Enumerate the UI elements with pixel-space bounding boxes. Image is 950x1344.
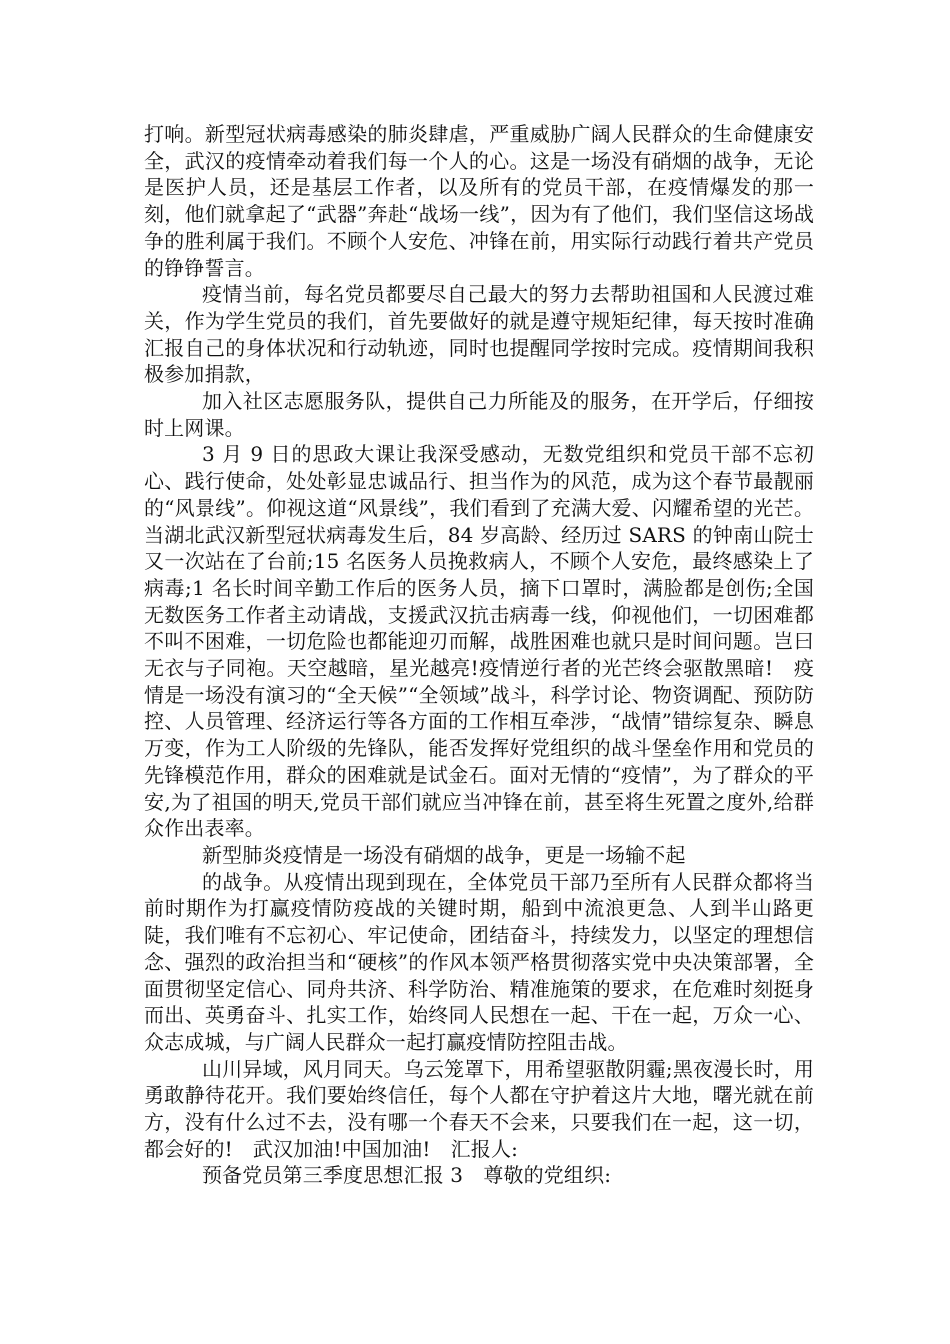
paragraph-5: 新型肺炎疫情是一场没有硝烟的战争，更是一场输不起 (202, 842, 686, 867)
paragraph-8: 预备党员第三季度思想汇报 3 尊敬的党组织: (202, 1163, 612, 1188)
paragraph-1: 打响。新型冠状病毒感染的肺炎肆虐，严重威胁广阔人民群众的生命健康安全，武汉的疫情牵动着我们每一个人的心。这是一场没有硝烟的战争，无论是医护人员，还是基层工作者，以及所有的党员干部，在疫情爆发的那一刻，他们就拿起了“武器”奔赴“战场一线”，因为有了他们，我们坚信这场战争的胜利属于我们。不顾个人安危、冲锋在前，用实际行动践行着共产党员的铮铮誓言。 (144, 122, 814, 280)
paragraph-4: 3 月 9 日的思政大课让我深受感动，无数党组织和党员干部不忘初心、践行使命，处处彰显忠诚品行、担当作为的风范，成为这个春节最靓丽的“风景线”。仰视这道“风景线”，我们看到了充满大爱、闪耀希望的光芒。当湖北武汉新型冠状病毒发生后，84 岁高龄、经历过 SARS 的钟南山院士又一次站在了台前;15 名医务人员挽救病人，不顾个人安危，最终感染上了病毒;1 名长时间辛勤工作后的医务人员，摘下口罩时，满脸都是创伤;全国无数医务工作者主动请战，支援武汉抗击病毒一线，仰视他们，一切困难都不叫不困难，一切危险也都能迎刃而解，战胜困难也就只是时间问题。岂曰无衣与子同袍。天空越暗，星光越亮!疫情逆行者的光芒终会驱散黑暗! 疫情是一场没有演习的“全天候”“全领域”战斗，科学讨论、物资调配、预防防控、人员管理、经济运行等各方面的工作相互牵涉，“战情”错综复杂、瞬息万变，作为工人阶级的先锋队，能否发挥好党组织的战斗堡垒作用和党员的先锋模范作用，群众的困难就是试金石。面对无情的“疫情”，为了群众的平安,为了祖国的明天,党员干部们就应当冲锋在前，甚至将生死置之度外,给群众作出表率。 (144, 442, 814, 841)
paragraph-3: 加入社区志愿服务队，提供自己力所能及的服务，在开学后，仔细按时上网课。 (144, 389, 814, 440)
paragraph-7: 山川异域，风月同天。乌云笼罩下，用希望驱散阴霾;黑夜漫长时，用勇敢静待花开。我们要始终信任，每个人都在守护着这片大地，曙光就在前方，没有什么过不去，没有哪一个春天不会来，只要我们在一起，这一切，都会好的! 武汉加油!中国加油! 汇报人: (144, 1056, 814, 1161)
document-body (144, 121, 814, 1189)
paragraph-6: 的战争。从疫情出现到现在，全体党员干部乃至所有人民群众都将当前时期作为打赢疫情防疫战的关键时期，船到中流浪更急、人到半山路更陡，我们唯有不忘初心、牢记使命，团结奋斗，持续发力，以坚定的理想信念、强烈的政治担当和“硬核”的作风本领严格贯彻落实党中央决策部署，全面贯彻坚定信心、同舟共济、科学防治、精准施策的要求，在危难时刻挺身而出、英勇奋斗、扎实工作，始终同人民想在一起、干在一起，万众一心、众志成城，与广阔人民群众一起打赢疫情防控阻击战。 (144, 869, 814, 1054)
paragraph-2: 疫情当前，每名党员都要尽自己最大的努力去帮助祖国和人民渡过难关，作为学生党员的我们，首先要做好的就是遵守规矩纪律，每天按时准确汇报自己的身体状况和行动轨迹，同时也提醒同学按时完成。疫情期间我积极参加捐款， (144, 282, 814, 387)
